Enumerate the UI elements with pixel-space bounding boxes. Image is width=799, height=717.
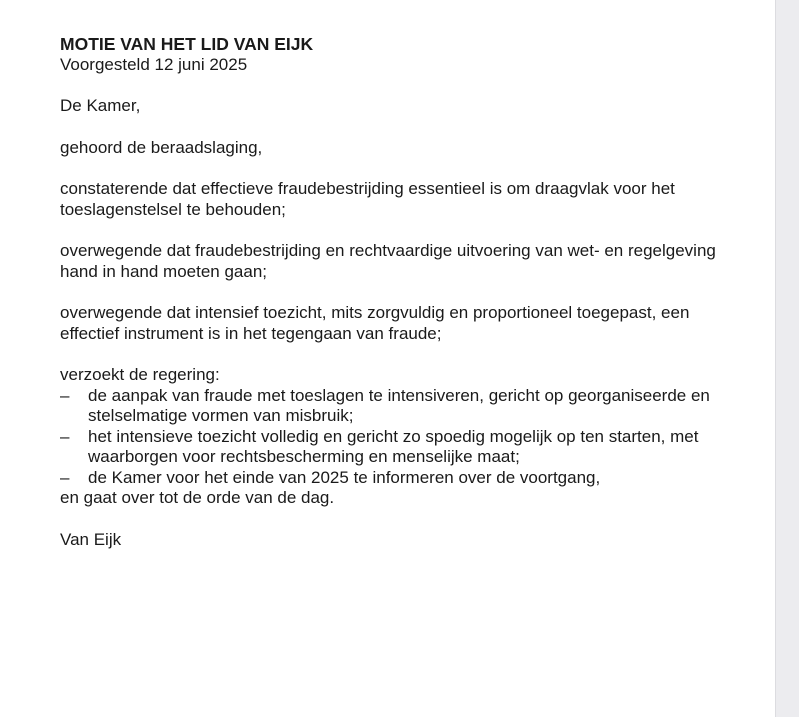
motion-date: Voorgesteld 12 juni 2025 [60, 54, 248, 74]
document-content [60, 34, 740, 550]
paragraph-overwegende-2: overwegende dat intensief toezicht, mits zorgvuldig en proportioneel toegepast, een effectief instrument is in het tegengaan van fraude; [60, 303, 690, 343]
signature: Van Eijk [60, 529, 122, 549]
dash-marker: – [60, 385, 70, 405]
request-text: de aanpak van fraude met toeslagen te intensiveren, gericht op georganiseerde en stelselmatige vormen van misbruik; [88, 385, 710, 425]
salutation: De Kamer, [60, 96, 141, 115]
motion-title: MOTIE VAN HET LID VAN EIJK [60, 34, 314, 54]
paragraph-deliberation: gehoord de beraadslaging, [60, 137, 263, 157]
request-intro: verzoekt de regering: [60, 365, 220, 384]
dash-marker: – [60, 467, 70, 487]
closing-line: en gaat over tot de orde van de dag. [60, 488, 335, 507]
dash-marker: – [60, 426, 70, 446]
scroll-gutter [775, 0, 799, 717]
list-item [60, 427, 740, 468]
list-item [60, 386, 740, 427]
paragraph-overwegende-1: overwegende dat fraudebestrijding en rechtvaardige uitvoering van wet- en regelgeving hand in hand moeten gaan; [60, 241, 716, 281]
paragraph-constaterende: constaterende dat effectieve fraudebestrijding essentieel is om draagvlak voor het toeslagenstelsel te behouden; [60, 179, 675, 219]
request-text: de Kamer voor het einde van 2025 te informeren over de voortgang, [88, 467, 601, 487]
request-text: het intensieve toezicht volledig en gericht zo spoedig mogelijk op ten starten, met waarborgen voor rechtsbescherming en menselijke maat; [88, 426, 699, 466]
list-item [60, 468, 740, 489]
request-list [60, 386, 740, 489]
